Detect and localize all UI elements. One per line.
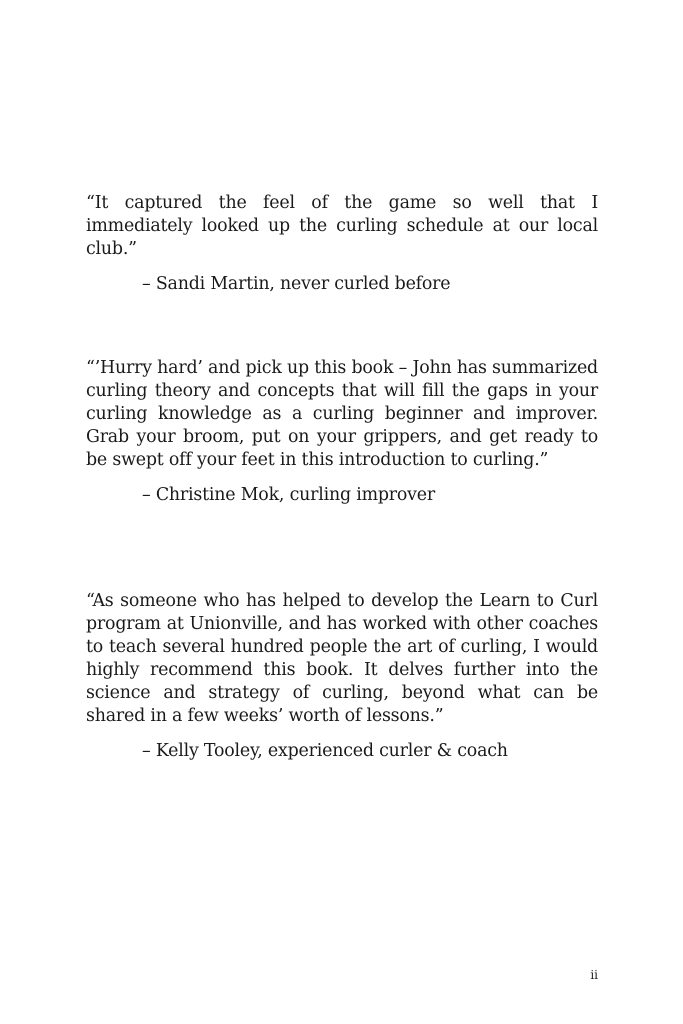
testimonial-kelly-tooley [86, 590, 598, 763]
testimonial-attribution: – Christine Mok, curling improver [142, 485, 436, 505]
testimonial-attribution: – Kelly Tooley, experienced curler & coach [142, 741, 508, 761]
testimonial-christine-mok [86, 357, 598, 507]
testimonial-sandi-martin [86, 192, 598, 296]
testimonial-quote: “As someone who has helped to develop the Learn to Curl program at Unionville, and has worked with other coaches to teach several hundred people the art of curling, I would highly recommend this book. It delves further into the science and strategy of curling, beyond what can be shared in a few weeks’ worth of lessons.” [86, 591, 598, 726]
page-number: ii [590, 968, 598, 982]
testimonial-attribution: – Sandi Martin, never curled before [142, 274, 451, 294]
testimonial-quote: “It captured the feel of the game so well that I immediately looked up the curling schedule at our local club.” [86, 193, 598, 259]
testimonial-quote: “’Hurry hard’ and pick up this book – John has summarized curling theory and concepts that will fill the gaps in your curling knowledge as a curling beginner and improver. Grab your broom, put on your grippers, and get ready to be swept off your feet in this introduction to curling.” [86, 358, 598, 470]
